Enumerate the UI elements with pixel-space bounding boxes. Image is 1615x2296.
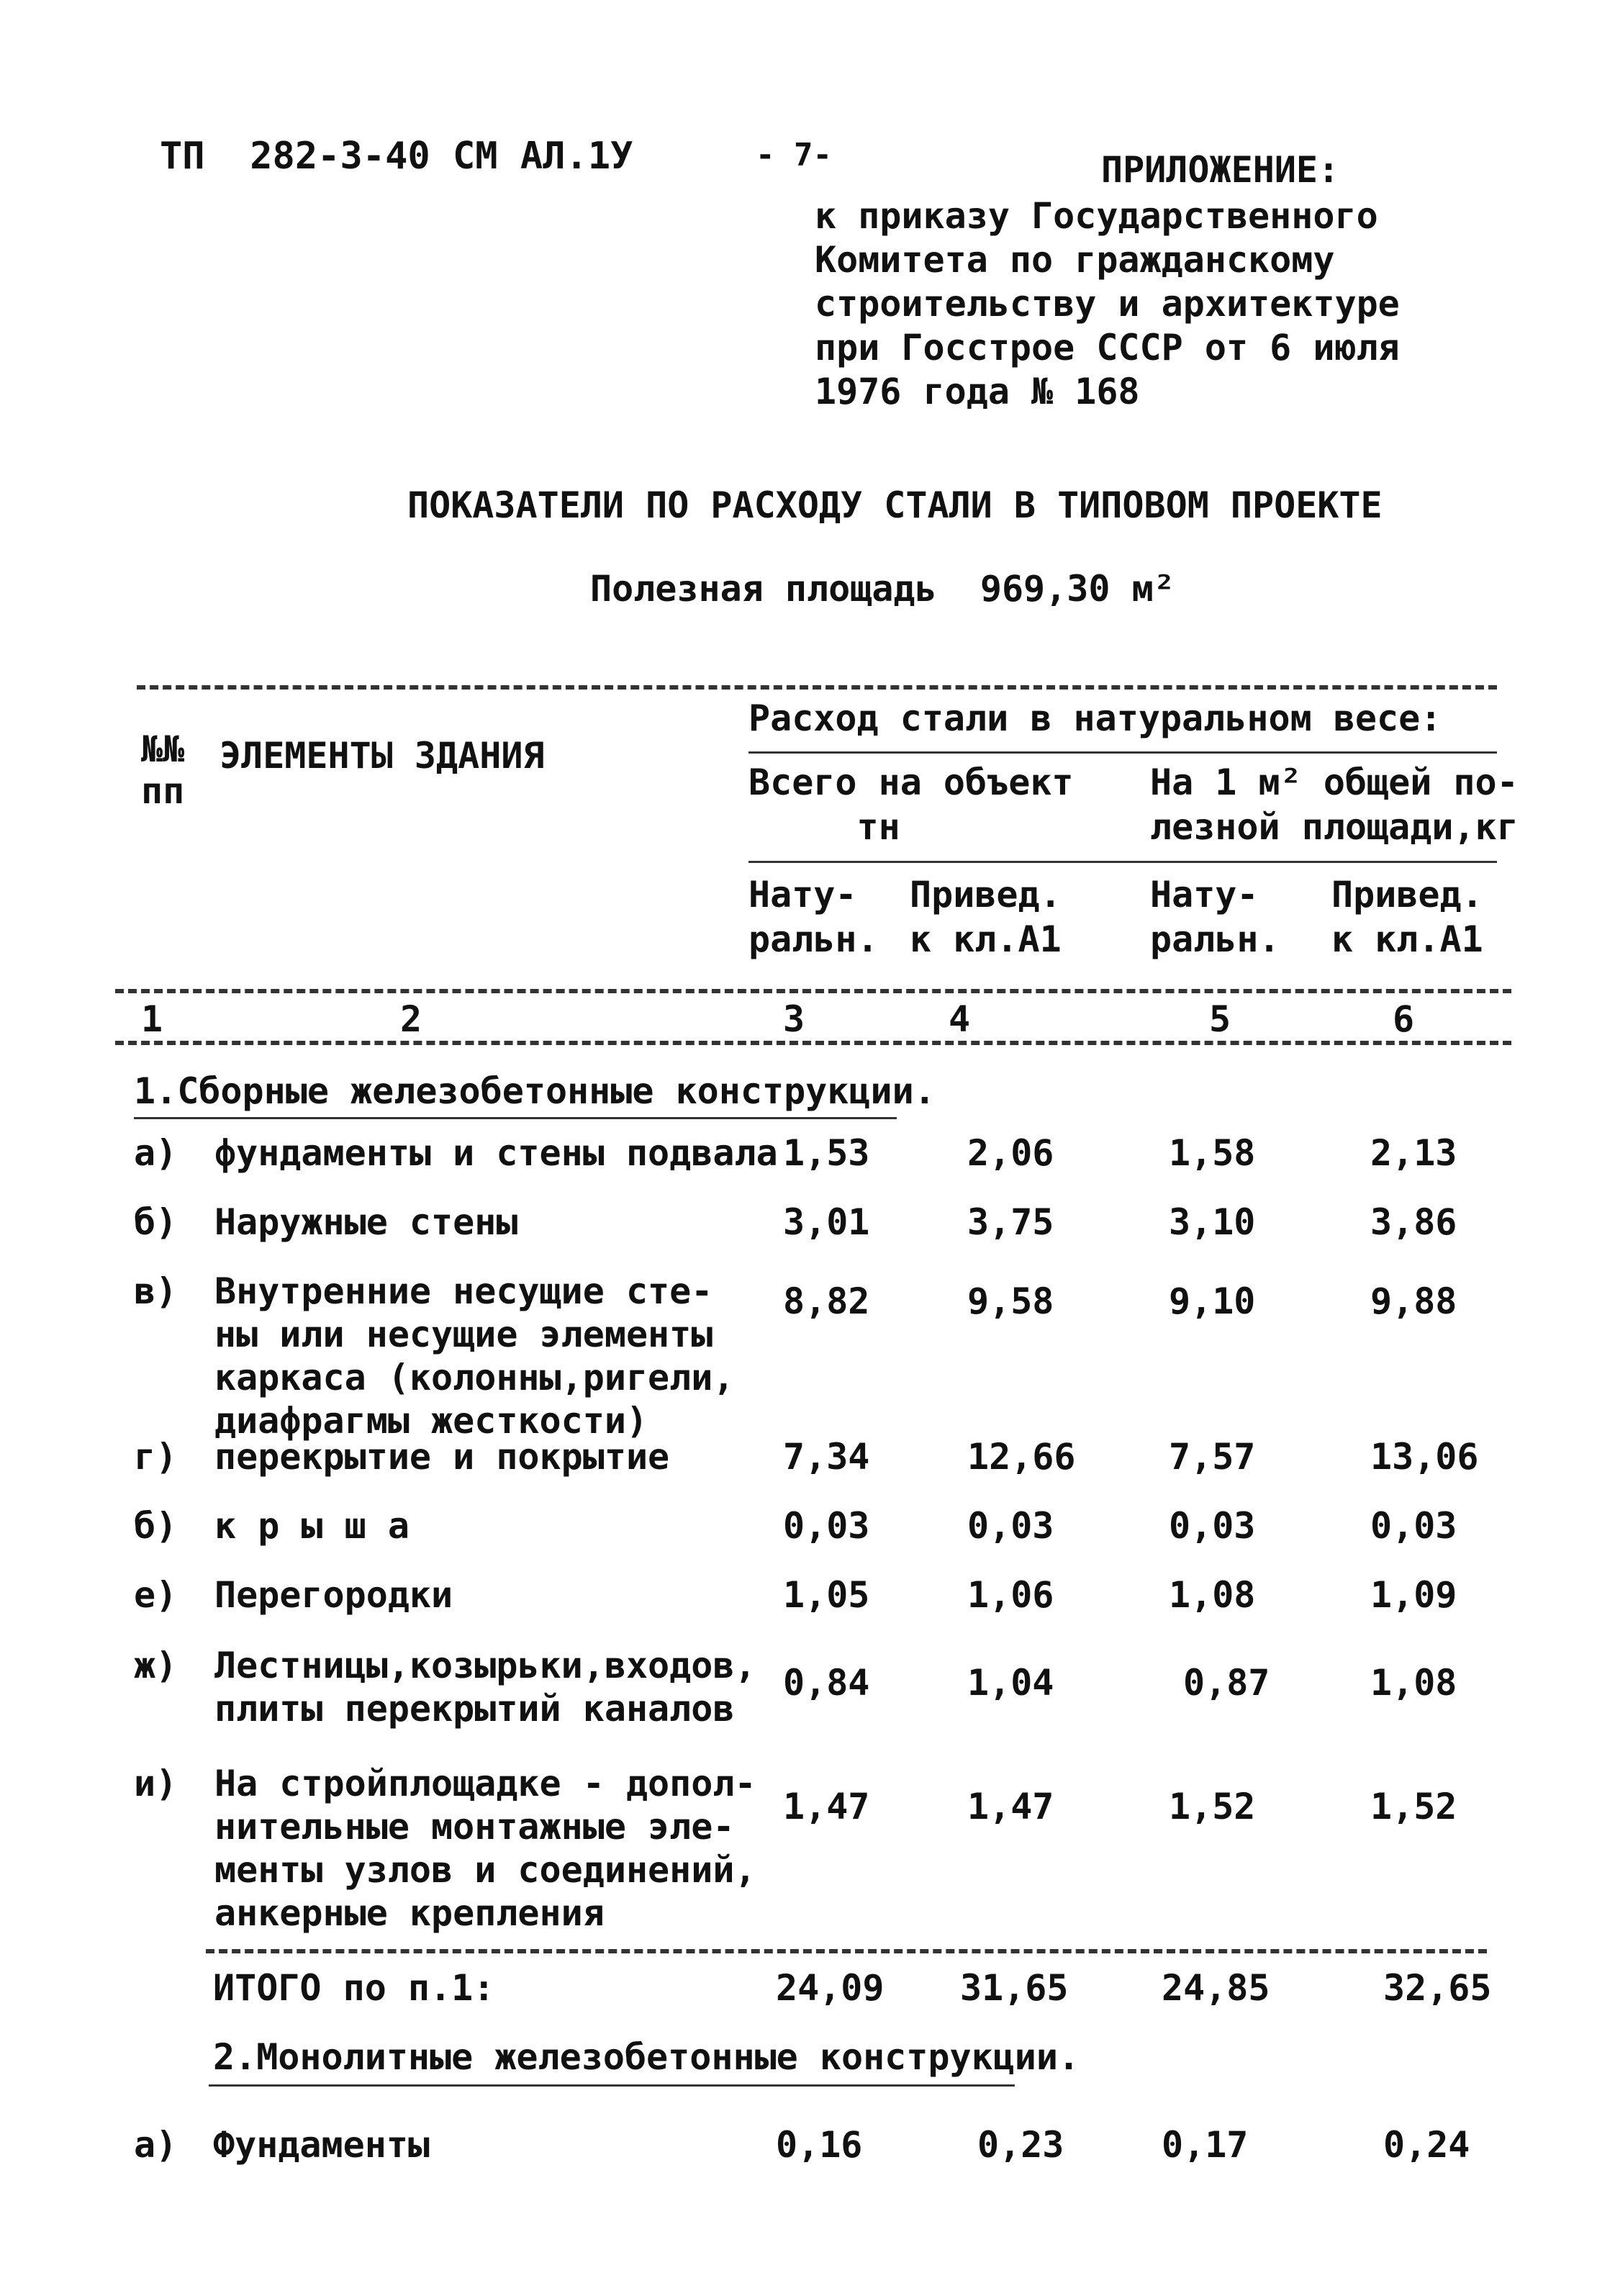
column-number-6: 6 xyxy=(1393,998,1415,1040)
column-header-6: Привед. к кл.А1 xyxy=(1331,874,1483,960)
cell-value: 3,75 xyxy=(967,1201,1054,1243)
cell-value: 0,03 xyxy=(967,1505,1054,1547)
column-header-number: №№ пп xyxy=(141,728,185,812)
cell-value: 0,24 xyxy=(1383,2124,1470,2166)
section-heading: 2.Монолитные железобетонные конструкции. xyxy=(213,2036,1080,2078)
cell-value: 0,84 xyxy=(783,1662,870,1704)
appendix-line: Комитета по гражданскому xyxy=(815,239,1335,281)
cell-value: 7,34 xyxy=(783,1436,870,1478)
cell-value: 3,10 xyxy=(1169,1201,1256,1243)
cell-value: 3,01 xyxy=(783,1201,870,1243)
cell-value: 9,10 xyxy=(1169,1280,1256,1322)
column-number-1: 1 xyxy=(141,998,163,1040)
row-letter: ж) xyxy=(134,1645,178,1686)
subheader-per-m2: На 1 м² общей по- лезной площади,кг xyxy=(1150,761,1519,848)
column-number-5: 5 xyxy=(1209,998,1231,1040)
row-name: фундаменты и стены подвала xyxy=(214,1132,778,1174)
document-code: ТП 282-3-40 СМ АЛ.1У xyxy=(160,135,633,178)
group-header-rule xyxy=(748,751,1497,754)
row-letter: и) xyxy=(134,1763,178,1804)
row-name: перекрытие и покрытие xyxy=(214,1436,670,1478)
cell-value: 2,13 xyxy=(1370,1132,1457,1174)
section-underline xyxy=(209,2084,1015,2087)
column-number-3: 3 xyxy=(783,998,805,1040)
cell-value: 9,58 xyxy=(967,1280,1054,1322)
row-name: На стройплощадке - допол- нительные монтажные эле- менты узлов и соединений, анкерные крепления xyxy=(214,1763,756,1934)
column-numbers-top-rule xyxy=(115,989,1511,993)
cell-value: 1,47 xyxy=(783,1786,870,1827)
column-header-3: Нату- ральн. xyxy=(748,874,879,960)
row-letter: а) xyxy=(134,2124,178,2166)
row-letter: б) xyxy=(134,1201,178,1243)
page-marker: - 7- xyxy=(756,137,832,173)
appendix-text xyxy=(815,194,1400,414)
cell-value: 2,06 xyxy=(967,1132,1054,1174)
total-value: 24,09 xyxy=(776,1967,885,2009)
cell-value: 12,66 xyxy=(967,1436,1076,1478)
cell-value: 1,53 xyxy=(783,1132,870,1174)
cell-value: 0,03 xyxy=(1370,1505,1457,1547)
row-name: Наружные стены xyxy=(214,1201,518,1243)
table-top-rule xyxy=(137,685,1497,690)
row-name: Фундаменты xyxy=(213,2124,430,2166)
row-letter: е) xyxy=(134,1574,178,1616)
cell-value: 1,06 xyxy=(967,1574,1054,1616)
section-underline xyxy=(134,1117,897,1119)
cell-value: 8,82 xyxy=(783,1280,870,1322)
column-header-elements: ЭЛЕМЕНТЫ ЗДАНИЯ xyxy=(220,735,545,777)
cell-value: 1,58 xyxy=(1169,1132,1256,1174)
appendix-line: 1976 года № 168 xyxy=(815,371,1140,412)
cell-value: 0,16 xyxy=(776,2124,863,2166)
row-name: Внутренние несущие сте- ны или несущие элементы каркаса (колонны,ригели, диафрагмы жесткости) xyxy=(214,1270,735,1442)
cell-value: 1,04 xyxy=(967,1662,1054,1704)
total-rule xyxy=(206,1949,1487,1953)
cell-value: 1,05 xyxy=(783,1574,870,1616)
row-letter: б) xyxy=(134,1505,178,1547)
cell-value: 3,86 xyxy=(1370,1201,1457,1243)
cell-value: 1,09 xyxy=(1370,1574,1457,1616)
column-number-4: 4 xyxy=(949,998,971,1040)
subheader-rule xyxy=(748,861,1497,863)
section-heading: 1.Сборные железобетонные конструкции. xyxy=(134,1070,936,1112)
row-letter: в) xyxy=(134,1270,178,1312)
page-title: ПОКАЗАТЕЛИ ПО РАСХОДУ СТАЛИ В ТИПОВОМ ПРОЕКТЕ xyxy=(407,484,1383,526)
cell-value: 1,08 xyxy=(1169,1574,1256,1616)
cell-value: 9,88 xyxy=(1370,1280,1457,1322)
cell-value: 0,23 xyxy=(977,2124,1064,2166)
total-value: 31,65 xyxy=(960,1967,1069,2009)
appendix-title: ПРИЛОЖЕНИЕ: xyxy=(1101,149,1340,191)
total-value: 32,65 xyxy=(1383,1967,1492,2009)
cell-value: 0,17 xyxy=(1162,2124,1249,2166)
cell-value: 1,08 xyxy=(1370,1662,1457,1704)
appendix-line: к приказу Государственного xyxy=(815,195,1378,237)
appendix-line: строительству и архитектуре xyxy=(815,283,1400,325)
total-value: 24,85 xyxy=(1162,1967,1270,2009)
total-label: ИТОГО по п.1: xyxy=(213,1967,495,2009)
cell-value: 7,57 xyxy=(1169,1436,1256,1478)
row-letter: г) xyxy=(134,1436,178,1478)
cell-value: 1,52 xyxy=(1370,1786,1457,1827)
appendix-line: при Госстрое СССР от 6 июля xyxy=(815,327,1400,369)
cell-value: 1,52 xyxy=(1169,1786,1256,1827)
cell-value: 0,87 xyxy=(1183,1662,1270,1704)
cell-value: 1,47 xyxy=(967,1786,1054,1827)
column-number-2: 2 xyxy=(400,998,422,1040)
row-letter: а) xyxy=(134,1132,178,1174)
cell-value: 13,06 xyxy=(1370,1436,1479,1478)
useful-area: Полезная площадь 969,30 м² xyxy=(590,568,1175,610)
row-name: к р ы ш а xyxy=(214,1505,410,1547)
column-header-4: Привед. к кл.А1 xyxy=(910,874,1062,960)
cell-value: 0,03 xyxy=(1169,1505,1256,1547)
subheader-total: Всего на объект тн xyxy=(748,761,1074,848)
row-name: Лестницы,козырьки,входов, плиты перекрытий каналов xyxy=(214,1645,756,1730)
cell-value: 0,03 xyxy=(783,1505,870,1547)
row-name: Перегородки xyxy=(214,1574,453,1616)
column-numbers-bottom-rule xyxy=(115,1041,1511,1045)
column-header-5: Нату- ральн. xyxy=(1150,874,1280,960)
column-group-header: Расход стали в натуральном весе: xyxy=(748,697,1442,739)
